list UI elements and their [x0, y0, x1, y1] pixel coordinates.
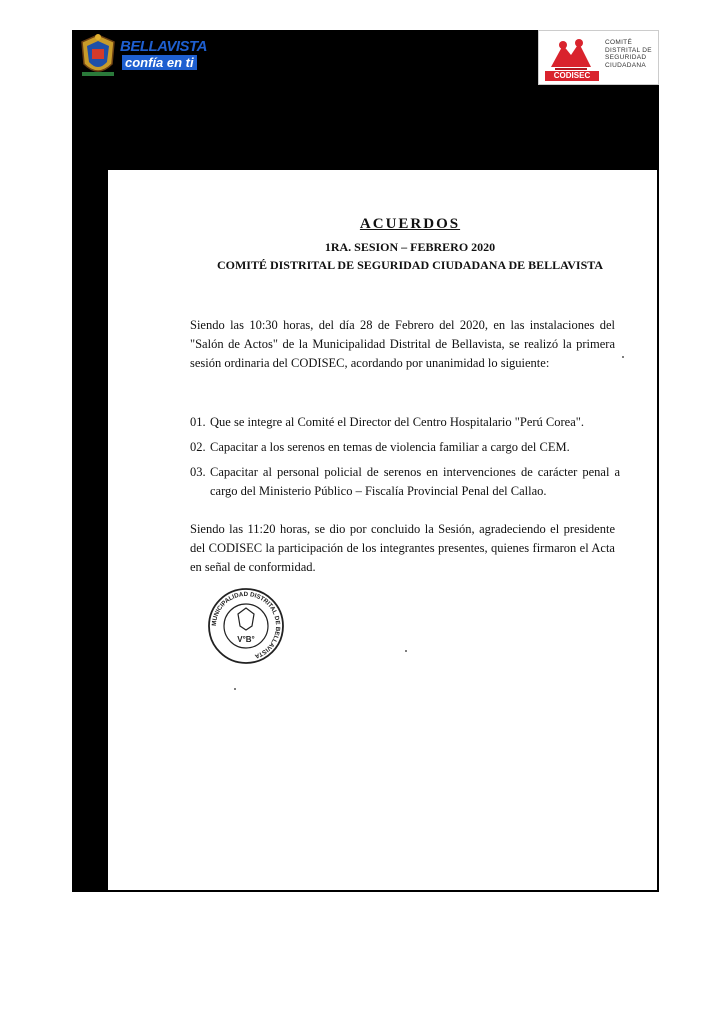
document-title: ACUERDOS — [359, 216, 461, 232]
bellavista-wordmark-line1: BELLAVISTA — [120, 38, 207, 55]
bellavista-wordmark — [120, 38, 212, 76]
codisec-emblem-icon — [545, 37, 597, 73]
list-item — [190, 413, 620, 432]
codisec-subtitle-line: CIUDADANA — [605, 61, 646, 69]
stamp-ring-text: MUNICIPALIDAD DISTRITAL DE BELLAVISTA — [210, 590, 282, 660]
agreement-text: Capacitar a los serenos en temas de violencia familiar a cargo del CEM. — [210, 440, 570, 454]
agreement-text: Que se integre al Comité el Director del Centro Hospitalario "Perú Corea". — [210, 415, 584, 429]
codisec-subtitle-line: SEGURIDAD — [605, 54, 647, 61]
committee-name: COMITÉ DISTRITAL DE SEGURIDAD CIUDADANA DE BELLAVISTA — [216, 258, 604, 272]
list-item — [190, 463, 620, 501]
agreements-list — [190, 413, 620, 507]
agreement-number: 03. — [190, 465, 206, 479]
codisec-logo — [538, 30, 659, 85]
agreement-text: Capacitar al personal policial de serenos en intervenciones de carácter penal a cargo del Ministerio Público – Fiscalía Provincial Penal del Callao. — [210, 465, 620, 498]
official-stamp-icon — [206, 586, 286, 666]
agreement-number: 01. — [190, 415, 206, 429]
agreement-number: 02. — [190, 440, 206, 454]
scan-speck — [405, 650, 407, 652]
codisec-subtitle-line: COMITÉ — [605, 39, 633, 46]
session-subtitle: 1RA. SESION – FEBRERO 2020 — [324, 240, 496, 254]
codisec-brand: CODISEC — [545, 71, 599, 81]
codisec-subtitle-line: DISTRITAL DE — [605, 46, 652, 54]
list-item — [190, 438, 620, 457]
bellavista-wordmark-line2: confía en ti — [122, 55, 197, 70]
municipal-crest-icon — [76, 32, 120, 80]
svg-text:MUNICIPALIDAD DISTRITAL DE BEL — [211, 591, 281, 660]
bellavista-logo — [72, 30, 212, 82]
stamp-center-text: V°B° — [237, 635, 255, 644]
scan-speck — [622, 356, 624, 358]
intro-paragraph: Siendo las 10:30 horas, del día 28 de Febrero del 2020, en las instalaciones del "Salón de Actos" de la Municipalidad Distrital de Bellavista, se realizó la primera sesión ordinaria del CODISEC, acordando por unanimidad lo siguiente: — [190, 318, 615, 370]
scan-speck — [234, 688, 236, 690]
codisec-subtitle — [605, 39, 659, 69]
closing-paragraph: Siendo las 11:20 horas, se dio por concluido la Sesión, agradeciendo el presidente del CODISEC la participación de los integrantes presentes, quienes firmaron el Acta en señal de conformidad. — [190, 522, 615, 574]
